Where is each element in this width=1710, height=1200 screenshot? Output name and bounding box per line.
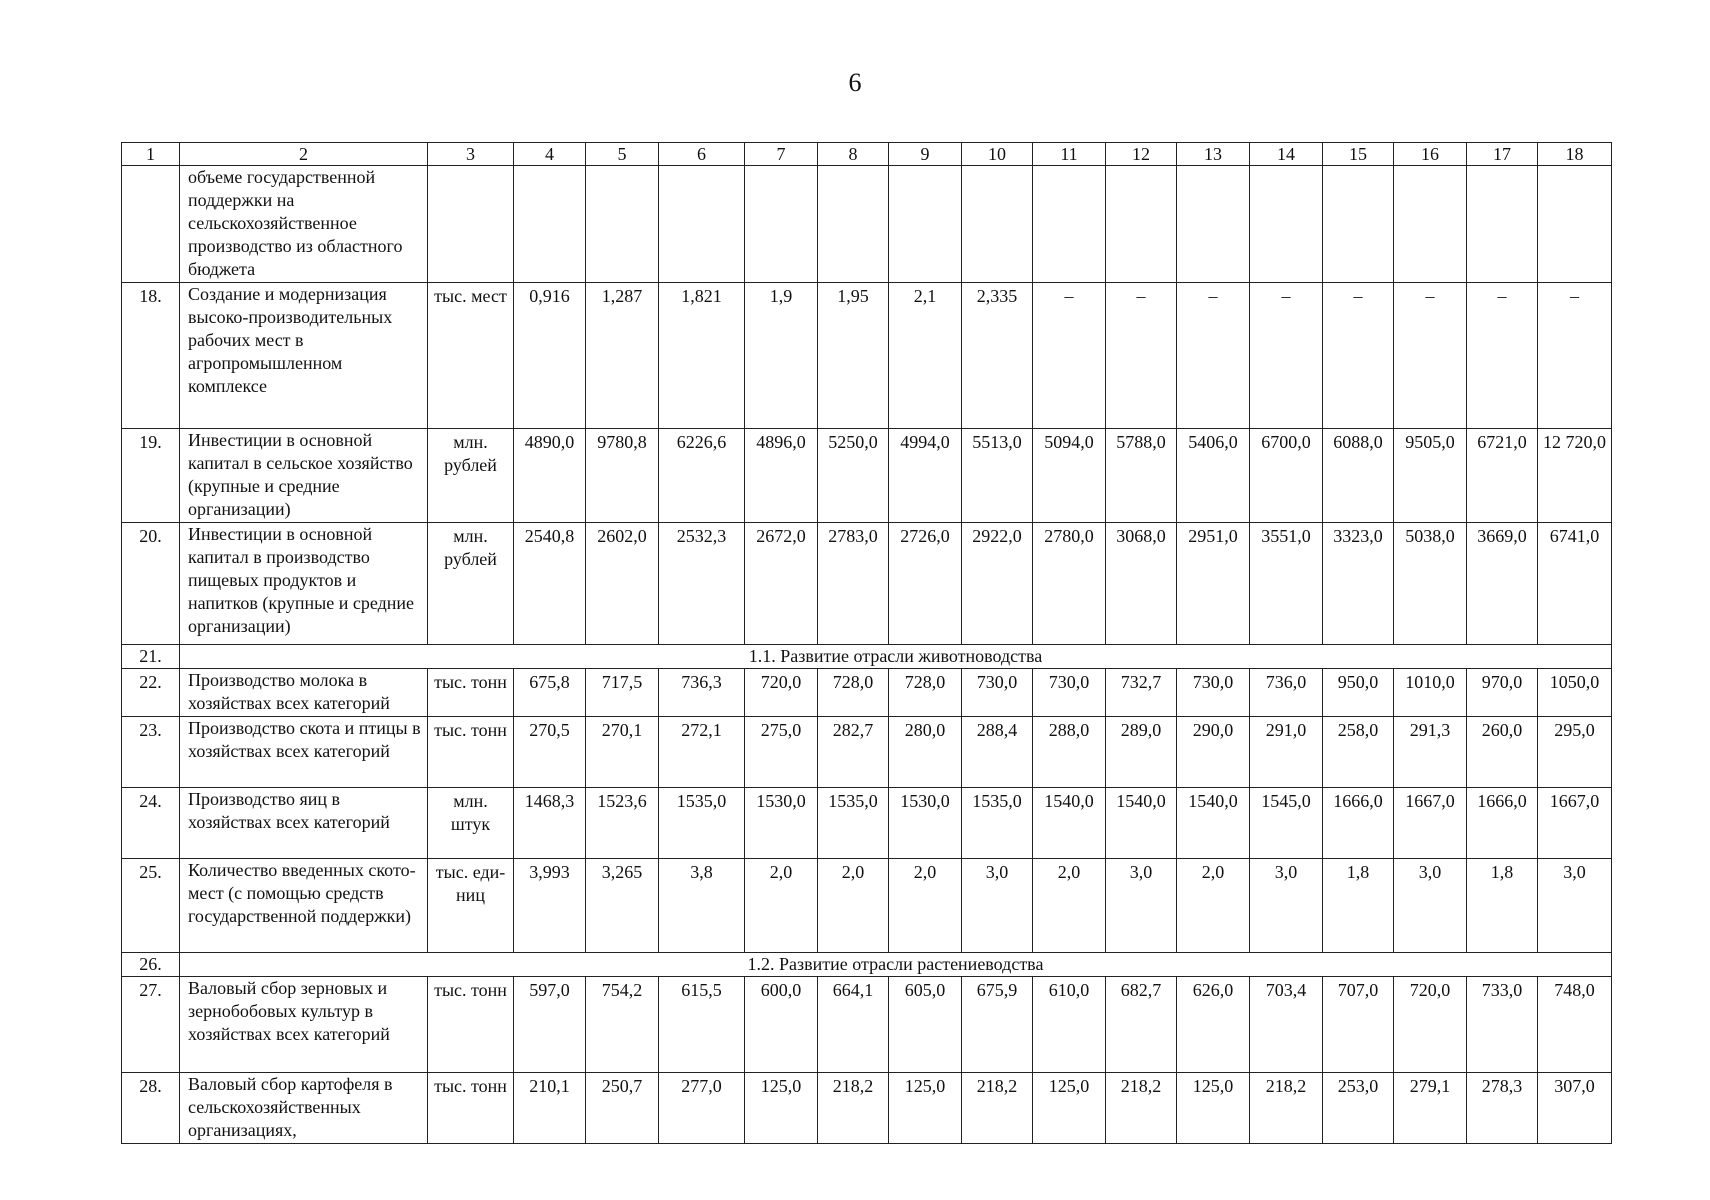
value-cell: 615,5 [659, 977, 745, 1073]
value-cell: 5788,0 [1106, 429, 1177, 523]
value-cell: 3,265 [586, 859, 659, 953]
header-cell-10: 10 [962, 143, 1033, 166]
value-cell: 754,2 [586, 977, 659, 1073]
row-number: 22. [122, 669, 180, 717]
header-cell-4: 4 [514, 143, 586, 166]
indicator-name: Валовый сбор картофеля в сельскохозяйственных организациях, [180, 1073, 428, 1144]
unit-cell [428, 166, 514, 283]
value-cell: – [1323, 283, 1394, 429]
value-cell [745, 166, 818, 283]
value-cell [1394, 166, 1467, 283]
value-cell: 270,5 [514, 717, 586, 788]
unit-cell: млн. штук [428, 788, 514, 859]
value-cell: 1,8 [1323, 859, 1394, 953]
value-cell [1323, 166, 1394, 283]
value-cell: – [1467, 283, 1538, 429]
value-cell: 218,2 [1250, 1073, 1323, 1144]
unit-cell: тыс. тонн [428, 717, 514, 788]
unit-cell: тыс. еди-ниц [428, 859, 514, 953]
value-cell: 5038,0 [1394, 523, 1467, 645]
value-cell [514, 166, 586, 283]
value-cell: 253,0 [1323, 1073, 1394, 1144]
value-cell: 5250,0 [818, 429, 889, 523]
value-cell: 3323,0 [1323, 523, 1394, 645]
value-cell: 1545,0 [1250, 788, 1323, 859]
value-cell: – [1033, 283, 1106, 429]
value-cell: 3,0 [1538, 859, 1612, 953]
value-cell: 278,3 [1467, 1073, 1538, 1144]
header-cell-8: 8 [818, 143, 889, 166]
value-cell: 2540,8 [514, 523, 586, 645]
header-cell-12: 12 [1106, 143, 1177, 166]
header-cell-11: 11 [1033, 143, 1106, 166]
value-cell: 1540,0 [1033, 788, 1106, 859]
value-cell: 2532,3 [659, 523, 745, 645]
table-row [122, 859, 1612, 953]
value-cell: 307,0 [1538, 1073, 1612, 1144]
header-cell-1: 1 [122, 143, 180, 166]
value-cell [586, 166, 659, 283]
row-number [122, 166, 180, 283]
indicator-name: Количество введенных ското-мест (с помощью средств государственной поддержки) [180, 859, 428, 953]
value-cell: 288,0 [1033, 717, 1106, 788]
value-cell: 1,95 [818, 283, 889, 429]
indicators-table [121, 142, 1612, 1144]
value-cell: 2,0 [818, 859, 889, 953]
unit-cell: тыс. тонн [428, 1073, 514, 1144]
row-number: 27. [122, 977, 180, 1073]
value-cell: 1,821 [659, 283, 745, 429]
value-cell: 3,0 [962, 859, 1033, 953]
value-cell: 597,0 [514, 977, 586, 1073]
value-cell: 748,0 [1538, 977, 1612, 1073]
header-cell-15: 15 [1323, 143, 1394, 166]
value-cell: 2922,0 [962, 523, 1033, 645]
table-row [122, 788, 1612, 859]
value-cell: 279,1 [1394, 1073, 1467, 1144]
value-cell: 1535,0 [962, 788, 1033, 859]
value-cell: 1666,0 [1467, 788, 1538, 859]
value-cell: – [1106, 283, 1177, 429]
value-cell: 2,0 [1033, 859, 1106, 953]
value-cell: 707,0 [1323, 977, 1394, 1073]
value-cell [1250, 166, 1323, 283]
unit-cell: тыс. мест [428, 283, 514, 429]
value-cell: 3,0 [1106, 859, 1177, 953]
header-cell-2: 2 [180, 143, 428, 166]
value-cell: 3,993 [514, 859, 586, 953]
value-cell: 12 720,0 [1538, 429, 1612, 523]
value-cell: 2,1 [889, 283, 962, 429]
value-cell: 9780,8 [586, 429, 659, 523]
value-cell: 3068,0 [1106, 523, 1177, 645]
value-cell: 258,0 [1323, 717, 1394, 788]
value-cell: 218,2 [818, 1073, 889, 1144]
value-cell [659, 166, 745, 283]
indicator-name: Валовый сбор зерновых и зернобобовых культур в хозяйствах всех категорий [180, 977, 428, 1073]
value-cell: 1523,6 [586, 788, 659, 859]
value-cell: 125,0 [889, 1073, 962, 1144]
header-cell-6: 6 [659, 143, 745, 166]
value-cell [1177, 166, 1250, 283]
value-cell: 2,0 [745, 859, 818, 953]
row-number: 19. [122, 429, 180, 523]
value-cell: 291,0 [1250, 717, 1323, 788]
value-cell: 3,8 [659, 859, 745, 953]
value-cell: 605,0 [889, 977, 962, 1073]
value-cell: 288,4 [962, 717, 1033, 788]
table-row [122, 977, 1612, 1073]
value-cell: 4994,0 [889, 429, 962, 523]
value-cell: 5513,0 [962, 429, 1033, 523]
value-cell: 2,0 [1177, 859, 1250, 953]
value-cell: 291,3 [1394, 717, 1467, 788]
header-cell-14: 14 [1250, 143, 1323, 166]
indicator-name: Производство скота и птицы в хозяйствах всех категорий [180, 717, 428, 788]
value-cell: – [1250, 283, 1323, 429]
value-cell [1467, 166, 1538, 283]
header-cell-7: 7 [745, 143, 818, 166]
value-cell: 736,0 [1250, 669, 1323, 717]
header-cell-9: 9 [889, 143, 962, 166]
value-cell: 250,7 [586, 1073, 659, 1144]
value-cell: 210,1 [514, 1073, 586, 1144]
table-row [122, 1073, 1612, 1144]
value-cell: 260,0 [1467, 717, 1538, 788]
value-cell: 1530,0 [889, 788, 962, 859]
value-cell: 733,0 [1467, 977, 1538, 1073]
value-cell: 125,0 [1033, 1073, 1106, 1144]
value-cell: 6226,6 [659, 429, 745, 523]
value-cell: 218,2 [1106, 1073, 1177, 1144]
value-cell: 3551,0 [1250, 523, 1323, 645]
row-number: 21. [122, 645, 180, 669]
value-cell [818, 166, 889, 283]
page-number: 6 [848, 68, 862, 97]
value-cell [1538, 166, 1612, 283]
table-row [122, 717, 1612, 788]
value-cell: 1667,0 [1538, 788, 1612, 859]
value-cell: 6721,0 [1467, 429, 1538, 523]
unit-cell: млн. рублей [428, 429, 514, 523]
table-row [122, 669, 1612, 717]
value-cell [889, 166, 962, 283]
value-cell: – [1394, 283, 1467, 429]
value-cell: 125,0 [1177, 1073, 1250, 1144]
row-number: 23. [122, 717, 180, 788]
value-cell: 717,5 [586, 669, 659, 717]
value-cell: 290,0 [1177, 717, 1250, 788]
value-cell [962, 166, 1033, 283]
value-cell: 675,8 [514, 669, 586, 717]
indicator-name: Инвестиции в основной капитал в сельское хозяйство (крупные и средние организации) [180, 429, 428, 523]
value-cell: 1666,0 [1323, 788, 1394, 859]
section-row [122, 645, 1612, 669]
value-cell: 2783,0 [818, 523, 889, 645]
row-number: 18. [122, 283, 180, 429]
value-cell: 732,7 [1106, 669, 1177, 717]
value-cell [1106, 166, 1177, 283]
unit-cell: тыс. тонн [428, 669, 514, 717]
value-cell: 289,0 [1106, 717, 1177, 788]
value-cell: 1530,0 [745, 788, 818, 859]
value-cell: 736,3 [659, 669, 745, 717]
indicator-name: Производство молока в хозяйствах всех категорий [180, 669, 428, 717]
value-cell: 3,0 [1394, 859, 1467, 953]
indicator-name: Инвестиции в основной капитал в производство пищевых продуктов и напитков (крупные и средние организации) [180, 523, 428, 645]
value-cell: 3,0 [1250, 859, 1323, 953]
value-cell: 2951,0 [1177, 523, 1250, 645]
header-cell-17: 17 [1467, 143, 1538, 166]
value-cell: 1,287 [586, 283, 659, 429]
value-cell: 2780,0 [1033, 523, 1106, 645]
value-cell: 125,0 [745, 1073, 818, 1144]
row-number: 26. [122, 953, 180, 977]
indicator-name: Производство яиц в хозяйствах всех категорий [180, 788, 428, 859]
value-cell: 6741,0 [1538, 523, 1612, 645]
value-cell: 1540,0 [1106, 788, 1177, 859]
value-cell: 0,916 [514, 283, 586, 429]
indicator-name: Создание и модернизация высоко-производительных рабочих мест в агропромышленном комплексе [180, 283, 428, 429]
value-cell: 9505,0 [1394, 429, 1467, 523]
header-cell-18: 18 [1538, 143, 1612, 166]
value-cell: – [1177, 283, 1250, 429]
table-row [122, 523, 1612, 645]
value-cell: 272,1 [659, 717, 745, 788]
value-cell: 730,0 [962, 669, 1033, 717]
value-cell: 277,0 [659, 1073, 745, 1144]
value-cell: 703,4 [1250, 977, 1323, 1073]
value-cell: 950,0 [1323, 669, 1394, 717]
value-cell: 728,0 [889, 669, 962, 717]
value-cell: 682,7 [1106, 977, 1177, 1073]
value-cell: 5094,0 [1033, 429, 1106, 523]
table-row [122, 429, 1612, 523]
value-cell: 730,0 [1033, 669, 1106, 717]
unit-cell: млн. рублей [428, 523, 514, 645]
value-cell: – [1538, 283, 1612, 429]
header-cell-3: 3 [428, 143, 514, 166]
value-cell: 275,0 [745, 717, 818, 788]
value-cell: 270,1 [586, 717, 659, 788]
value-cell: 2672,0 [745, 523, 818, 645]
value-cell: 282,7 [818, 717, 889, 788]
indicator-name: объеме государственной поддержки на сельскохозяйственное производство из областного бюджета [180, 166, 428, 283]
value-cell: 5406,0 [1177, 429, 1250, 523]
value-cell: 728,0 [818, 669, 889, 717]
value-cell: 1667,0 [1394, 788, 1467, 859]
section-row [122, 953, 1612, 977]
row-number: 24. [122, 788, 180, 859]
value-cell: 4890,0 [514, 429, 586, 523]
table-row [122, 283, 1612, 429]
value-cell: 626,0 [1177, 977, 1250, 1073]
value-cell [1033, 166, 1106, 283]
value-cell: 664,1 [818, 977, 889, 1073]
value-cell: 1,9 [745, 283, 818, 429]
header-cell-5: 5 [586, 143, 659, 166]
unit-cell: тыс. тонн [428, 977, 514, 1073]
value-cell: 3669,0 [1467, 523, 1538, 645]
row-number: 28. [122, 1073, 180, 1144]
value-cell: 720,0 [745, 669, 818, 717]
value-cell: 295,0 [1538, 717, 1612, 788]
header-cell-16: 16 [1394, 143, 1467, 166]
value-cell: 280,0 [889, 717, 962, 788]
value-cell: 610,0 [1033, 977, 1106, 1073]
value-cell: 2726,0 [889, 523, 962, 645]
value-cell: 1,8 [1467, 859, 1538, 953]
value-cell: 4896,0 [745, 429, 818, 523]
value-cell: 2,0 [889, 859, 962, 953]
row-number: 20. [122, 523, 180, 645]
table-row [122, 166, 1612, 283]
value-cell: 675,9 [962, 977, 1033, 1073]
value-cell: 218,2 [962, 1073, 1033, 1144]
value-cell: 2602,0 [586, 523, 659, 645]
row-number: 25. [122, 859, 180, 953]
section-title: 1.1. Развитие отрасли животноводства [180, 645, 1612, 669]
header-row [122, 143, 1612, 166]
value-cell: 1010,0 [1394, 669, 1467, 717]
value-cell: 1540,0 [1177, 788, 1250, 859]
value-cell: 1468,3 [514, 788, 586, 859]
value-cell: 1535,0 [818, 788, 889, 859]
header-cell-13: 13 [1177, 143, 1250, 166]
value-cell: 6088,0 [1323, 429, 1394, 523]
value-cell: 600,0 [745, 977, 818, 1073]
value-cell: 6700,0 [1250, 429, 1323, 523]
value-cell: 720,0 [1394, 977, 1467, 1073]
value-cell: 730,0 [1177, 669, 1250, 717]
section-title: 1.2. Развитие отрасли растениеводства [180, 953, 1612, 977]
value-cell: 2,335 [962, 283, 1033, 429]
value-cell: 1535,0 [659, 788, 745, 859]
value-cell: 1050,0 [1538, 669, 1612, 717]
value-cell: 970,0 [1467, 669, 1538, 717]
